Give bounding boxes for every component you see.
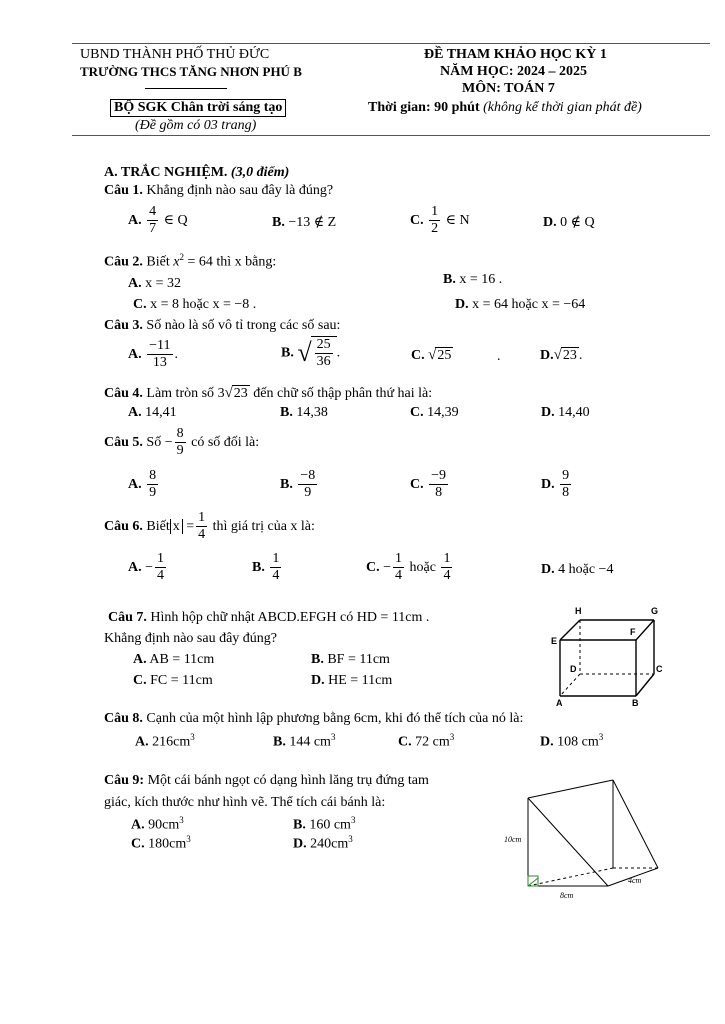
header-right-line2: NĂM HỌC: 2024 – 2025 bbox=[440, 64, 587, 79]
q5-option-b bbox=[280, 468, 319, 501]
q7-fig-label-e: E bbox=[551, 636, 558, 646]
q9-stem bbox=[104, 773, 429, 789]
q5-a-num: 8 bbox=[147, 468, 158, 485]
q1-b-label: B. bbox=[272, 215, 285, 230]
q1-option-c bbox=[410, 204, 470, 237]
q7-option-c bbox=[133, 673, 213, 689]
q6-b-label: B. bbox=[252, 559, 265, 575]
q1-a-label: A. bbox=[128, 212, 142, 228]
header-right-line3: MÔN: TOÁN 7 bbox=[462, 81, 555, 96]
q9-option-d bbox=[293, 834, 353, 853]
q2-exp: 2 bbox=[179, 252, 184, 262]
q4-stem bbox=[104, 385, 432, 402]
q7-b-label: B. bbox=[311, 652, 324, 667]
q7-a-text: AB = 11cm bbox=[149, 652, 215, 667]
q9-a-text: 90cm bbox=[148, 817, 180, 833]
q7-fig-label-d: D bbox=[570, 664, 577, 674]
q5-d-label: D. bbox=[541, 476, 555, 492]
q1-a-num: 4 bbox=[147, 204, 158, 221]
q2-stem bbox=[104, 252, 276, 271]
q8-stem bbox=[104, 711, 523, 727]
q6-b-den: 4 bbox=[272, 568, 280, 584]
q5-label: Câu 5. bbox=[104, 434, 143, 450]
q7-stem bbox=[108, 610, 429, 626]
q7-fig-label-c: C bbox=[656, 664, 663, 674]
q9-d-text: 240cm bbox=[310, 836, 349, 852]
q2-a-text: x = 32 bbox=[145, 276, 182, 291]
q9-a-exp: 3 bbox=[179, 815, 184, 825]
q3-stem bbox=[104, 318, 340, 334]
q6-a-sign: − bbox=[145, 559, 154, 575]
q8-c-label: C. bbox=[398, 734, 412, 750]
q7-a-label: A. bbox=[133, 652, 147, 667]
q4-option-b bbox=[280, 405, 328, 421]
q4-option-d bbox=[541, 405, 590, 421]
q5-c-num: −9 bbox=[429, 468, 448, 485]
q1-option-d bbox=[543, 214, 595, 231]
q8-text: Cạnh của một hình lập phương bằng 6cm, khi đó thể tích của nó là: bbox=[146, 711, 524, 726]
q6-option-d bbox=[541, 562, 613, 578]
q8-c-exp: 3 bbox=[449, 732, 455, 742]
q3-b-num: 25 bbox=[315, 337, 333, 354]
q8-label: Câu 8. bbox=[104, 711, 143, 726]
q6-c-label: C. bbox=[366, 559, 380, 575]
q3-b-radicand bbox=[311, 336, 337, 370]
q9-b-text: 160 cm bbox=[309, 817, 351, 833]
q7-stem2: Khẳng định nào sau đây đúng? bbox=[104, 631, 278, 646]
q9-option-a bbox=[131, 815, 184, 834]
q2-option-d bbox=[455, 297, 585, 313]
q5-b-label: B. bbox=[280, 476, 293, 492]
q4-c-label: C. bbox=[410, 405, 424, 420]
q8-a-label: A. bbox=[135, 734, 149, 750]
q5-den: 9 bbox=[176, 443, 184, 459]
q1-option-b bbox=[272, 214, 336, 231]
q9-c-exp: 3 bbox=[186, 834, 191, 844]
q4-post: đến chữ số thập phân thứ hai là: bbox=[253, 386, 433, 401]
q6-option-a bbox=[128, 551, 168, 584]
q1-d-label: D. bbox=[543, 215, 557, 230]
section-points: (3,0 điểm) bbox=[230, 165, 290, 180]
header-right-line1: ĐỀ THAM KHẢO HỌC KỲ 1 bbox=[424, 47, 607, 62]
section-title bbox=[104, 165, 289, 181]
q5-option-d bbox=[541, 468, 573, 501]
q2-eq: = 64 bbox=[187, 254, 213, 270]
q8-option-d bbox=[540, 732, 603, 751]
q3-text: Số nào là số vô tỉ trong các số sau: bbox=[146, 318, 341, 333]
q6-c-or: hoặc bbox=[409, 559, 436, 575]
header-left-line2: TRƯỜNG THCS TĂNG NHƠN PHÚ B bbox=[80, 64, 302, 79]
q1-c-num: 1 bbox=[429, 204, 440, 221]
q3-a-label: A. bbox=[128, 346, 142, 362]
q8-b-label: B. bbox=[273, 734, 286, 750]
q1-b-text: −13 ∉ Z bbox=[288, 215, 337, 230]
q2-d-text: x = 64 hoặc x = −64 bbox=[472, 297, 586, 312]
q9-option-c bbox=[131, 834, 191, 853]
q7-option-d bbox=[311, 673, 392, 689]
q8-d-text: 108 cm bbox=[557, 734, 599, 750]
q7-option-b bbox=[311, 652, 390, 668]
q6-a-den: 4 bbox=[157, 568, 165, 584]
q9-b-label: B. bbox=[293, 817, 306, 833]
q5-a-den: 9 bbox=[149, 485, 157, 501]
q2-option-b bbox=[443, 272, 502, 288]
q3-b-den: 36 bbox=[316, 354, 331, 370]
q6-c-den: 4 bbox=[395, 568, 403, 584]
q4-pre: Làm tròn số bbox=[146, 386, 215, 401]
q6-option-b bbox=[252, 551, 283, 584]
q3-a-dot: . bbox=[174, 346, 179, 362]
q9-c-text: 180cm bbox=[148, 836, 187, 852]
q5-sign: − bbox=[164, 434, 173, 450]
q8-a-text: 216cm bbox=[152, 734, 191, 750]
q9-d-label: D. bbox=[293, 836, 307, 852]
q9-option-b bbox=[293, 815, 355, 834]
q2-expr: x bbox=[173, 254, 180, 270]
q3-label: Câu 3. bbox=[104, 318, 143, 333]
q7-c-label: C. bbox=[133, 673, 147, 688]
header-bottom-rule bbox=[72, 135, 710, 136]
q1-c-fraction bbox=[429, 204, 440, 237]
q3-d-label: D. bbox=[540, 348, 554, 363]
q3-c-label: C. bbox=[411, 348, 425, 363]
q5-a-label: A. bbox=[128, 476, 142, 492]
q3-d-radicand: 23 bbox=[562, 348, 577, 363]
q6-d-label: D. bbox=[541, 562, 555, 577]
q8-a-exp: 3 bbox=[190, 732, 195, 742]
q1-label: Câu 1. bbox=[104, 183, 143, 198]
q3-c-dot: . bbox=[497, 349, 501, 364]
q1-stem bbox=[104, 183, 333, 199]
q1-c-label: C. bbox=[410, 212, 424, 228]
q3-d-radical-sign: √ bbox=[553, 347, 562, 363]
q6-a-num: 1 bbox=[155, 551, 166, 568]
q5-d-num: 9 bbox=[560, 468, 571, 485]
q8-b-text: 144 cm bbox=[289, 734, 331, 750]
q7-d-text: HE = 11cm bbox=[328, 673, 393, 688]
q5-b-den: 9 bbox=[304, 485, 312, 501]
q5-option-a bbox=[128, 468, 160, 501]
q8-option-a bbox=[135, 732, 195, 751]
q3-c-radical-sign: √ bbox=[428, 347, 437, 363]
q7-b-text: BF = 11cm bbox=[327, 652, 390, 667]
header-book: BỘ SGK Chân trời sáng tạo bbox=[110, 99, 286, 117]
q3-a-num: −11 bbox=[147, 338, 172, 355]
header-short-rule bbox=[145, 88, 227, 89]
q4-d-text: 14,40 bbox=[558, 405, 590, 420]
q3-option-d bbox=[540, 347, 582, 364]
q2-label: Câu 2. bbox=[104, 254, 143, 270]
q6-d-text: 4 hoặc −4 bbox=[558, 562, 614, 577]
q5-b-num: −8 bbox=[298, 468, 317, 485]
q2-post: thì x bằng: bbox=[216, 254, 277, 270]
q3-b-dot: . bbox=[336, 345, 341, 361]
q2-pre: Biết bbox=[146, 254, 170, 270]
q2-option-a bbox=[128, 276, 181, 292]
q9-fig-height: 10cm bbox=[504, 835, 522, 844]
q6-c-den2: 4 bbox=[443, 568, 451, 584]
q3-b-radical-sign: √ bbox=[297, 338, 312, 368]
q6-abs: x bbox=[170, 519, 183, 534]
q5-stem bbox=[104, 426, 259, 459]
q2-option-c bbox=[133, 297, 256, 313]
q1-option-a bbox=[128, 204, 188, 237]
q6-c-sign: − bbox=[383, 559, 392, 575]
q6-num: 1 bbox=[196, 510, 207, 527]
q9-d-exp: 3 bbox=[348, 834, 353, 844]
q7-fig-label-f: F bbox=[630, 627, 636, 637]
q9-label: Câu 9: bbox=[104, 773, 145, 788]
q6-c-num: 1 bbox=[393, 551, 404, 568]
q3-c-radicand: 25 bbox=[437, 348, 452, 363]
q9-text: Một cái bánh ngọt có dạng hình lăng trụ đứng tam bbox=[147, 773, 429, 788]
header-pages-note: (Đề gồm có 03 trang) bbox=[135, 118, 257, 133]
q5-pre: Số bbox=[146, 434, 162, 450]
q1-c-tail: ∈ N bbox=[445, 212, 470, 228]
q1-d-text: 0 ∉ Q bbox=[560, 215, 595, 230]
q6-option-c bbox=[366, 551, 454, 584]
q6-a-label: A. bbox=[128, 559, 142, 575]
header-time bbox=[368, 100, 642, 116]
q9-a-label: A. bbox=[131, 817, 145, 833]
q6-pre: Biết bbox=[146, 518, 170, 534]
q5-c-den: 8 bbox=[435, 485, 443, 501]
q9-stem2: giác, kích thước như hình vẽ. Thể tích cái bánh là: bbox=[104, 795, 386, 810]
q9-b-exp: 3 bbox=[350, 815, 356, 825]
q4-d-label: D. bbox=[541, 405, 555, 420]
q3-b-label: B. bbox=[281, 345, 294, 361]
q3-a-fraction bbox=[147, 338, 172, 371]
q6-den: 4 bbox=[198, 527, 206, 543]
q7-fig-label-a: A bbox=[556, 698, 563, 708]
q6-post: thì giá trị của x là: bbox=[212, 518, 315, 534]
q4-radical-sign: √ bbox=[224, 385, 233, 401]
q8-d-label: D. bbox=[540, 734, 554, 750]
q2-b-text: x = 16 bbox=[459, 272, 496, 287]
q1-a-fraction bbox=[147, 204, 158, 237]
q2-b-tail: . bbox=[498, 272, 503, 287]
q9-prism-figure bbox=[498, 770, 668, 902]
q5-post: có số đối là: bbox=[191, 434, 260, 450]
q4-c-text: 14,39 bbox=[427, 405, 459, 420]
q5-c-label: C. bbox=[410, 476, 424, 492]
q4-coef: 3 bbox=[217, 386, 225, 401]
q6-label: Câu 6. bbox=[104, 518, 143, 534]
q9-fig-depth: 4cm bbox=[628, 876, 642, 885]
q1-c-den: 2 bbox=[431, 221, 439, 237]
q1-a-tail: ∈ Q bbox=[163, 212, 188, 228]
q5-option-c bbox=[410, 468, 450, 501]
q8-c-text: 72 cm bbox=[415, 734, 450, 750]
q9-fig-width: 8cm bbox=[560, 891, 574, 900]
q7-option-a bbox=[133, 652, 214, 668]
q7-d-label: D. bbox=[311, 673, 325, 688]
q7-fig-label-h: H bbox=[575, 606, 582, 616]
q4-option-c bbox=[410, 405, 459, 421]
q6-stem bbox=[104, 510, 315, 543]
q7-c-text: FC = 11cm bbox=[150, 673, 213, 688]
q7-fig-label-b: B bbox=[632, 698, 639, 708]
q4-b-label: B. bbox=[280, 405, 293, 420]
q8-option-c bbox=[398, 732, 454, 751]
time-bold: Thời gian: 90 phút bbox=[368, 100, 480, 115]
q4-radicand: 23 bbox=[233, 386, 248, 401]
q4-option-a bbox=[128, 405, 177, 421]
section-title-text: A. TRẮC NGHIỆM. bbox=[104, 165, 228, 180]
q4-a-label: A. bbox=[128, 405, 142, 420]
q8-d-exp: 3 bbox=[598, 732, 604, 742]
q3-d-dot: . bbox=[578, 348, 583, 363]
q3-option-a bbox=[128, 338, 178, 371]
q1-a-den: 7 bbox=[149, 221, 157, 237]
q7-label: Câu 7. bbox=[108, 610, 147, 625]
q7-cuboid-figure bbox=[548, 604, 668, 708]
q8-option-b bbox=[273, 732, 335, 751]
q5-num: 8 bbox=[175, 426, 186, 443]
q6-eq: = bbox=[186, 518, 195, 534]
q5-d-den: 8 bbox=[562, 485, 570, 501]
q4-label: Câu 4. bbox=[104, 386, 143, 401]
q8-b-exp: 3 bbox=[330, 732, 336, 742]
q1-text: Khẳng định nào sau đây là đúng? bbox=[146, 183, 334, 198]
q3-option-b bbox=[281, 336, 340, 370]
header-top-rule bbox=[72, 43, 710, 44]
q6-b-num: 1 bbox=[270, 551, 281, 568]
header-left-line1: UBND THÀNH PHỐ THỦ ĐỨC bbox=[80, 47, 270, 62]
q2-a-label: A. bbox=[128, 276, 142, 291]
q3-option-c bbox=[411, 347, 453, 364]
q5-fraction bbox=[175, 426, 186, 459]
q7-text: Hình hộp chữ nhật ABCD.EFGH có HD = 11cm . bbox=[150, 610, 430, 625]
q2-c-text: x = 8 hoặc x = −8 . bbox=[150, 297, 257, 312]
q4-b-text: 14,38 bbox=[296, 405, 328, 420]
q2-b-label: B. bbox=[443, 272, 456, 287]
q2-d-label: D. bbox=[455, 297, 469, 312]
q4-a-text: 14,41 bbox=[145, 405, 177, 420]
q6-c-num2: 1 bbox=[441, 551, 452, 568]
q9-c-label: C. bbox=[131, 836, 145, 852]
q3-a-den: 13 bbox=[152, 355, 167, 371]
time-italic: (không kể thời gian phát đề) bbox=[483, 100, 642, 115]
q7-fig-label-g: G bbox=[651, 606, 659, 616]
q2-c-label: C. bbox=[133, 297, 147, 312]
